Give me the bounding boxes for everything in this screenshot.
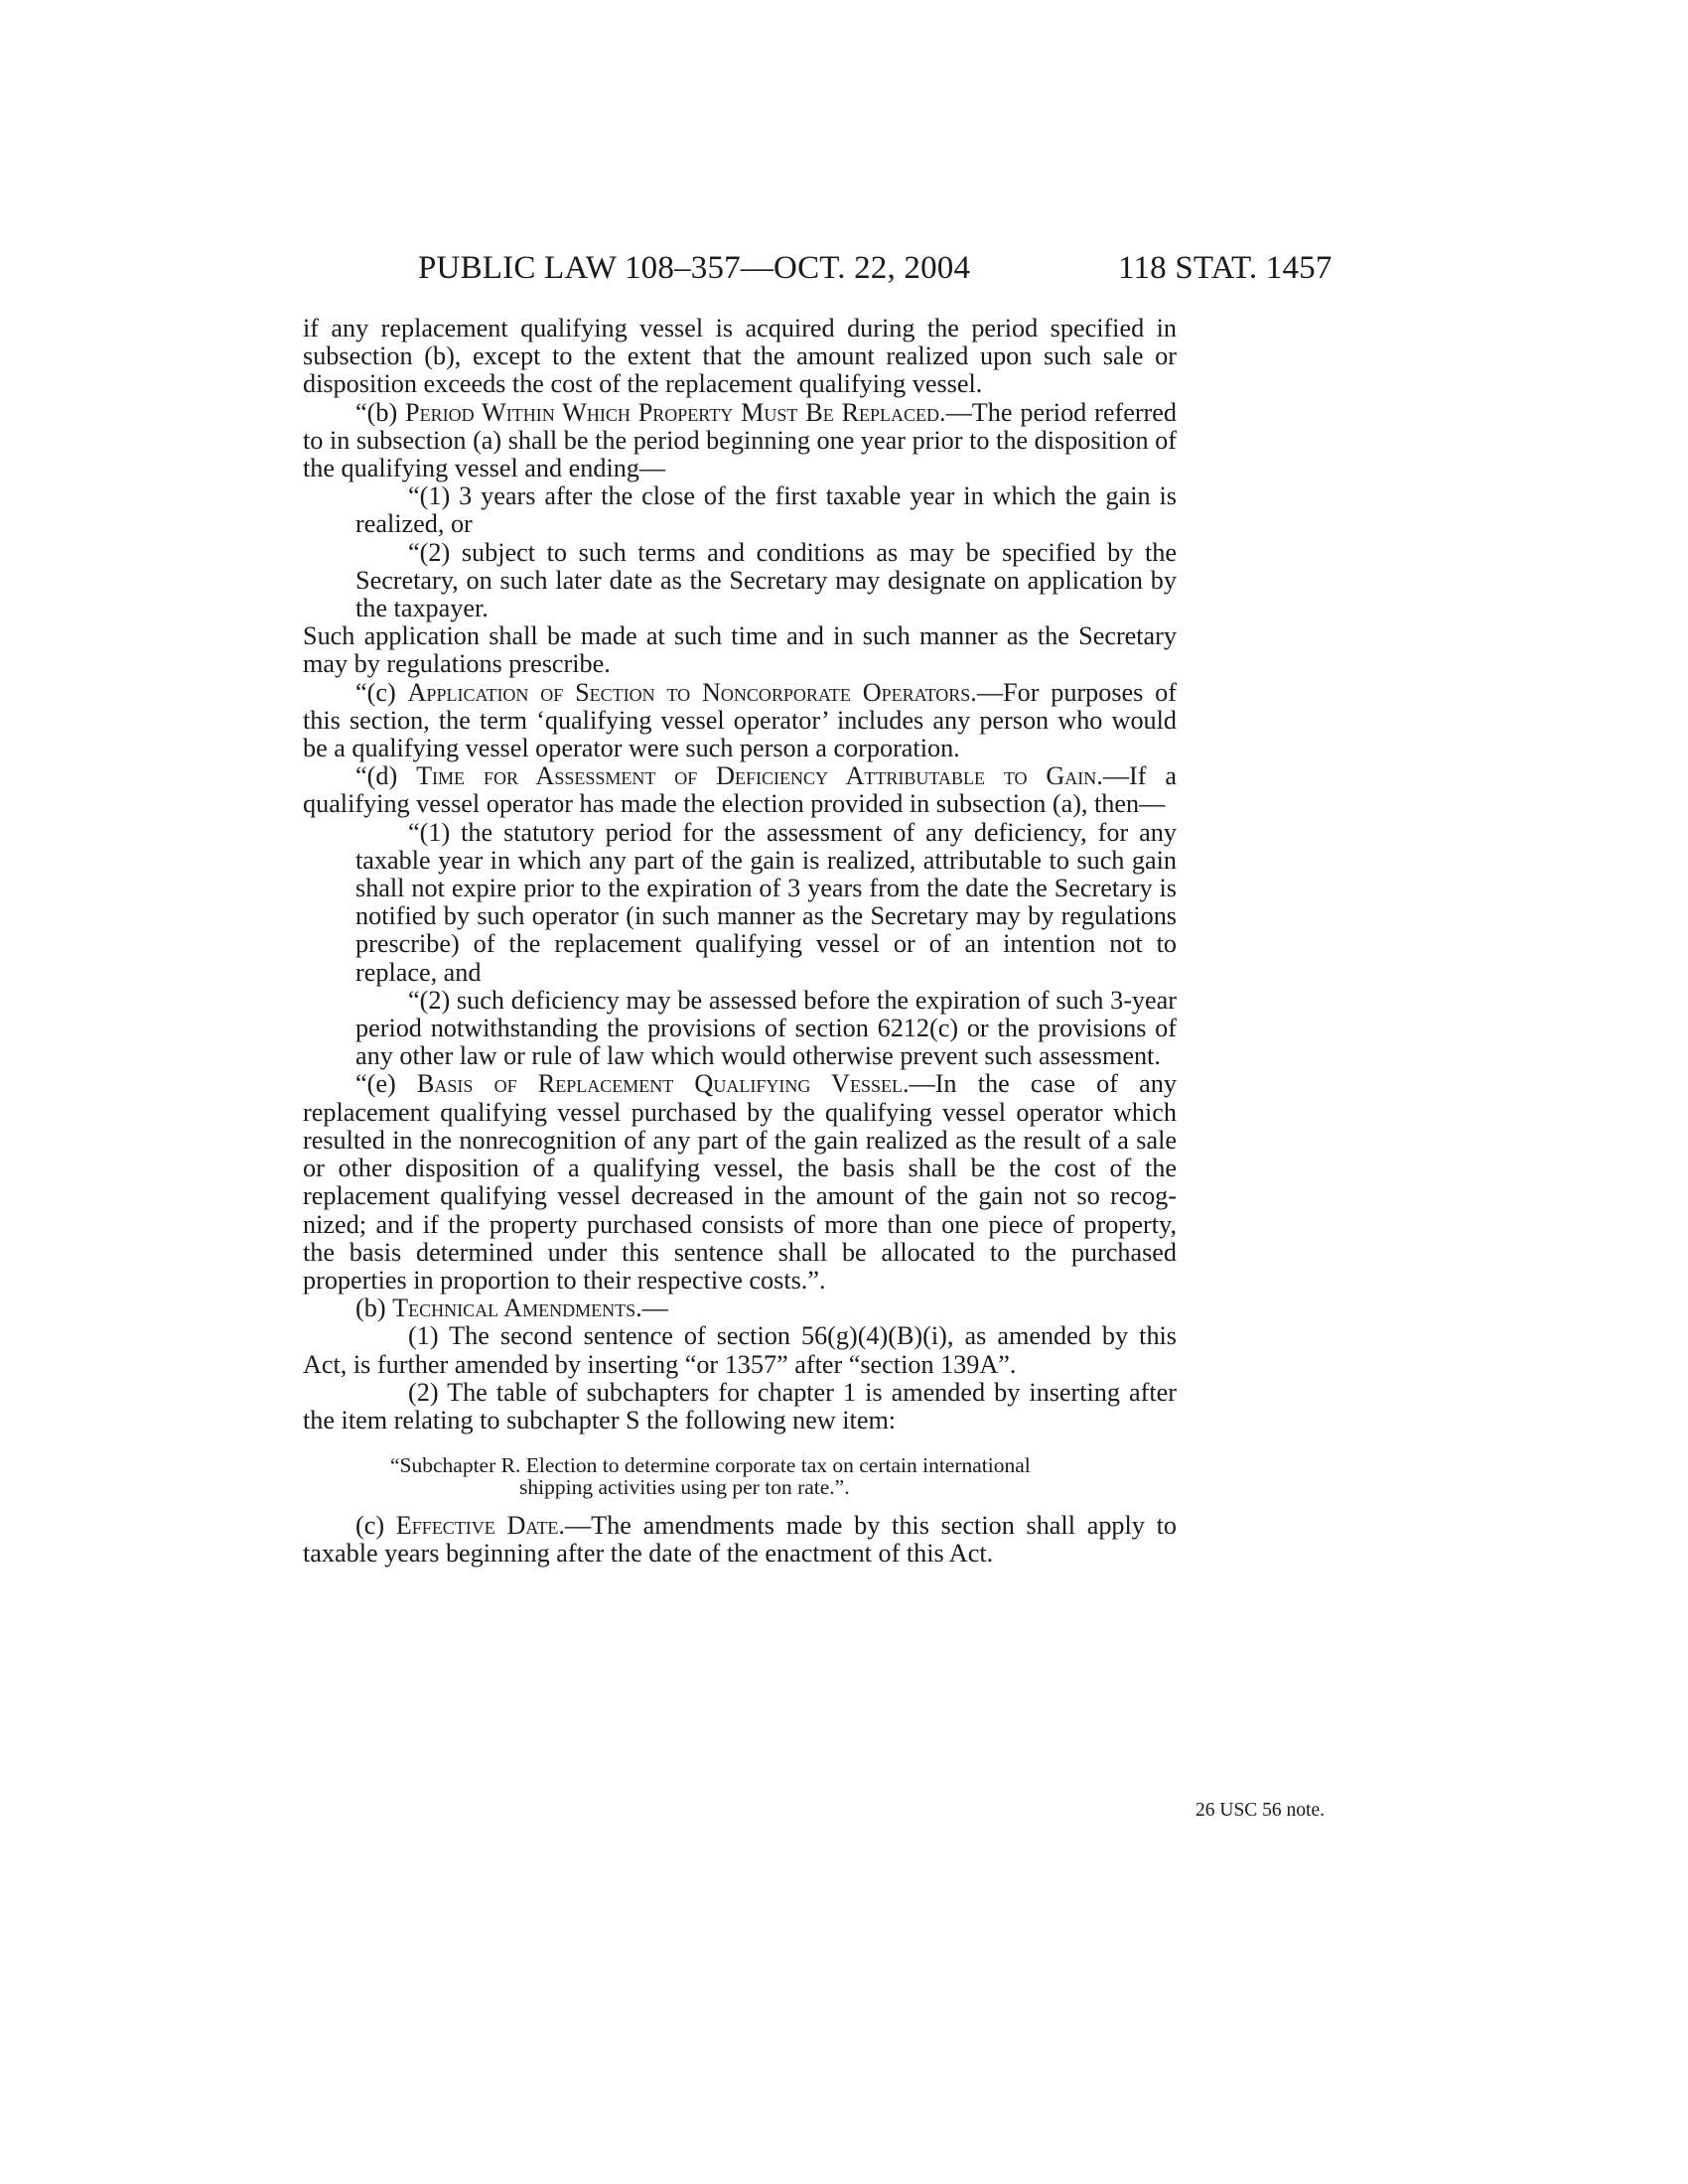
subsection-c [303,679,1177,763]
subsection-e-heading: Basis of Replacement Qualifying Vessel. [416,1069,910,1099]
subsection-d [303,762,1177,818]
subsection-d-item-1: “(1) the statutory period for the assessment of any deficiency, for any taxable year in which any part of the gain is realized, attributable to such gain shall not expire prior to the expiration of 3 years from the date the Secretary is notified by such operator (in such manner as the Secretary may by regulations prescribe) of the replacement qualifying vessel or of an intention not to replace, and [355,817,1177,987]
technical-amendment-1: (1) The second sentence of section 56(g)(4)(B)(i), as amended by this Act, is further amended by inserting “or 1357” after “section 139A”. [303,1321,1177,1379]
page-header-stat: 118 STAT. 1457 [1118,250,1333,286]
effective-date-prefix: (c) [355,1511,396,1541]
page-header-title: PUBLIC LAW 108–357—OCT. 22, 2004 [418,250,971,286]
table-item-line-1: “Subchapter R. Election to determine corporate tax on certain international [390,1453,1031,1478]
subsection-e-text: —In the case of any replacement qualifying vessel purchased by the qualifying vessel operator which resulted in the nonrecognition of any part of the gain realized as the result of a sale or other disposition of a qualifying vessel, the basis shall be the cost of the replacement qualifying vessel decreased in the amount of the gain not so recognized; and if the property purchased consists of more than one piece of property, the basis determined under this sentence shall be allocated to the purchased properties in proportion to their respective costs.”. [303,1069,1177,1295]
subsection-d-heading: Time for Assessment of Deficiency Attributable to Gain. [416,761,1103,791]
subsection-c-text: —For purposes of this section, the term ‘qualifying vessel operator’ includes any person who would be a qualifying vessel operator were such person a corporation. [303,677,1177,763]
subsection-e-prefix: “(e) [355,1069,417,1099]
technical-amendment-2: (2) The table of subchapters for chapter 1 is amended by inserting after the item relating to subchapter S the following new item: [303,1377,1177,1434]
subsection-b-heading: Period Within Which Property Must Be Replaced. [405,397,946,427]
subsection-b-closing: Such application shall be made at such time and in such manner as the Secretary may by regulations prescribe. [303,621,1177,679]
technical-amendments-prefix: (b) [355,1294,393,1323]
technical-amendments-dash: — [641,1294,668,1323]
subsection-b [303,399,1177,483]
subsection-c-heading: Application of Section to Noncorporate Operators. [407,677,977,707]
subsection-b-item-1: “(1) 3 years after the close of the first taxable year in which the gain is realized, or [355,481,1177,539]
subsection-d-item-2: “(2) such deficiency may be assessed before the expiration of such 3-year period notwithstanding the provisions of section 6212(c) or the provisions of any other law or rule of law which would otherwise prevent such assessment. [355,985,1177,1071]
table-item-line-2: shipping activities using per ton rate.”. [519,1475,850,1500]
subsection-b-item-2: “(2) subject to such terms and conditions as may be specified by the Secretary, on such later date as the Secretary may designate on application by the taxpayer. [355,537,1177,623]
margin-note: 26 USC 56 note. [1196,1800,1326,1821]
subsection-e [303,1070,1177,1295]
subsection-b-text: —The period referred to in subsection (a) shall be the period beginning one year prior to the disposition of the qualifying vessel and ending— [303,397,1177,483]
table-of-subchapters-item [303,1454,1177,1498]
subsection-b-prefix: “(b) [355,397,406,427]
subsection-d-text: —If a qualifying vessel operator has made the election provided in subsection (a), then— [303,761,1177,819]
technical-amendments [303,1295,1177,1322]
technical-amendments-heading: Technical Amendments. [392,1294,642,1323]
subsection-c-prefix: “(c) [355,677,408,707]
effective-date-text: —The amendments made by this section shall apply to taxable years beginning after the date of the enactment of this Act. [303,1511,1177,1569]
effective-date [303,1512,1177,1568]
effective-date-heading: Effective Date. [395,1511,565,1541]
paragraph-intro: if any replacement qualifying vessel is acquired during the period specified in subsection (b), except to the extent that the amount realized upon such sale or disposition exceeds the cost of the replacement qualifying vessel. [303,314,1177,399]
document-body [303,315,1177,1569]
subsection-d-prefix: “(d) [355,761,417,791]
